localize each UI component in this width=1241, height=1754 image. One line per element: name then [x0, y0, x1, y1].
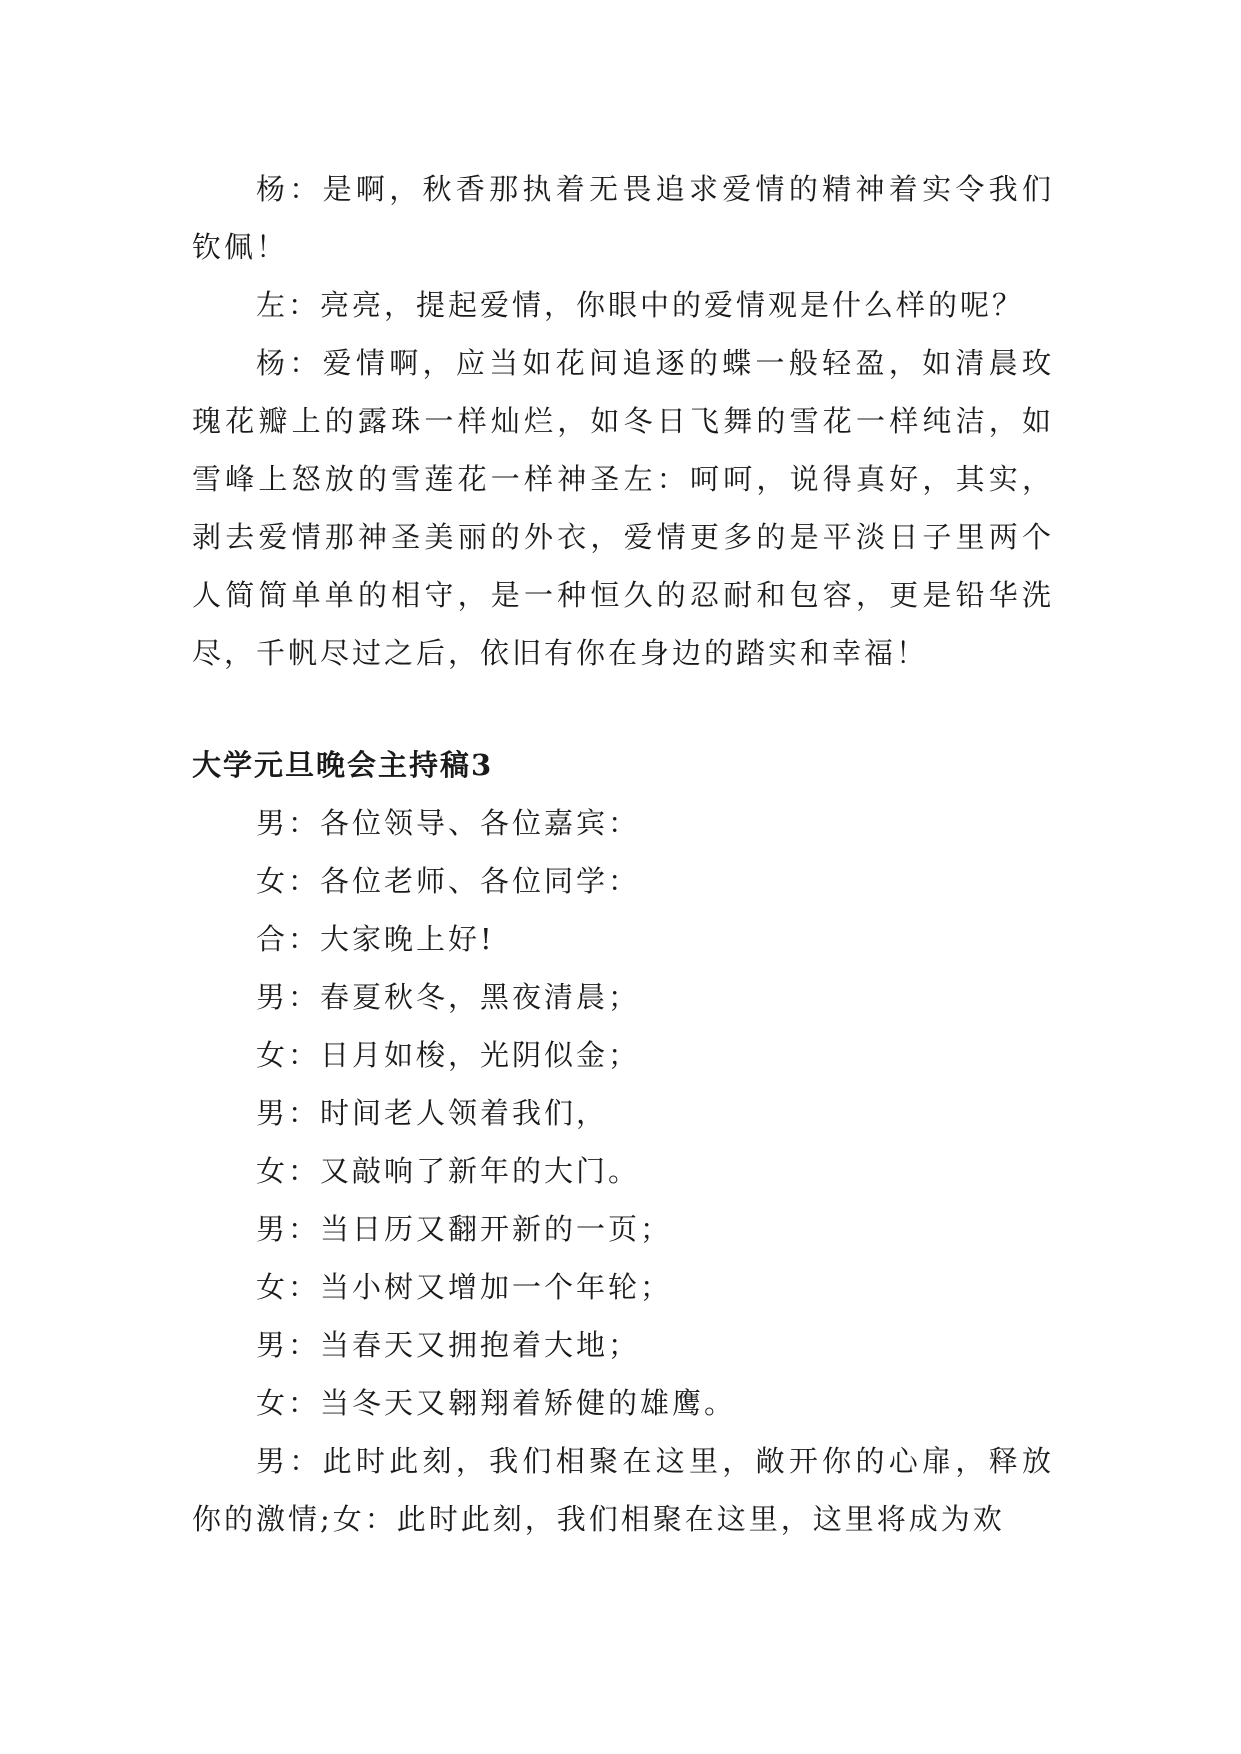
paragraph: 女：各位老师、各位同学： [256, 864, 641, 898]
paragraph: 合：大家晚上好! [256, 922, 495, 956]
paragraph: 杨：是啊，秋香那执着无畏追求爱情的精神着实令我们钦佩！ [192, 172, 1054, 264]
document-body [192, 160, 1054, 1548]
paragraph: 女：当小树又增加一个年轮； [256, 1270, 673, 1304]
paragraph: 女：当冬天又翱翔着矫健的雄鹰。 [256, 1386, 737, 1420]
paragraph: 杨：爱情啊，应当如花间追逐的蝶一般轻盈，如清晨玫瑰花瓣上的露珠一样灿烂，如冬日飞舞的雪花一样纯洁，如雪峰上怒放的雪莲花一样神圣左：呵呵，说得真好，其实，剥去爱情那神圣美丽的外衣，爱情更多的是平淡日子里两个人简简单单的相守，是一种恒久的忍耐和包容，更是铅华洗尽，千帆尽过之后，依旧有你在身边的踏实和幸福！ [192, 346, 1054, 670]
paragraph: 男：各位领导、各位嘉宾： [256, 806, 641, 840]
paragraph: 女：又敲响了新年的大门。 [256, 1154, 641, 1188]
paragraph: 男：此时此刻，我们相聚在这里，敞开你的心扉，释放你的激情;女：此时此刻，我们相聚在这里，这里将成为欢 [192, 1444, 1054, 1536]
paragraph: 男：时间老人领着我们， [256, 1096, 609, 1130]
paragraph: 男：春夏秋冬，黑夜清晨； [256, 980, 641, 1014]
paragraph: 女：日月如梭，光阴似金； [256, 1038, 641, 1072]
paragraph: 左：亮亮，提起爱情，你眼中的爱情观是什么样的呢？ [256, 288, 1025, 322]
paragraph: 男：当春天又拥抱着大地； [256, 1328, 641, 1362]
section-heading: 大学元旦晚会主持稿3 [192, 748, 494, 782]
paragraph: 男：当日历又翻开新的一页； [256, 1212, 673, 1246]
